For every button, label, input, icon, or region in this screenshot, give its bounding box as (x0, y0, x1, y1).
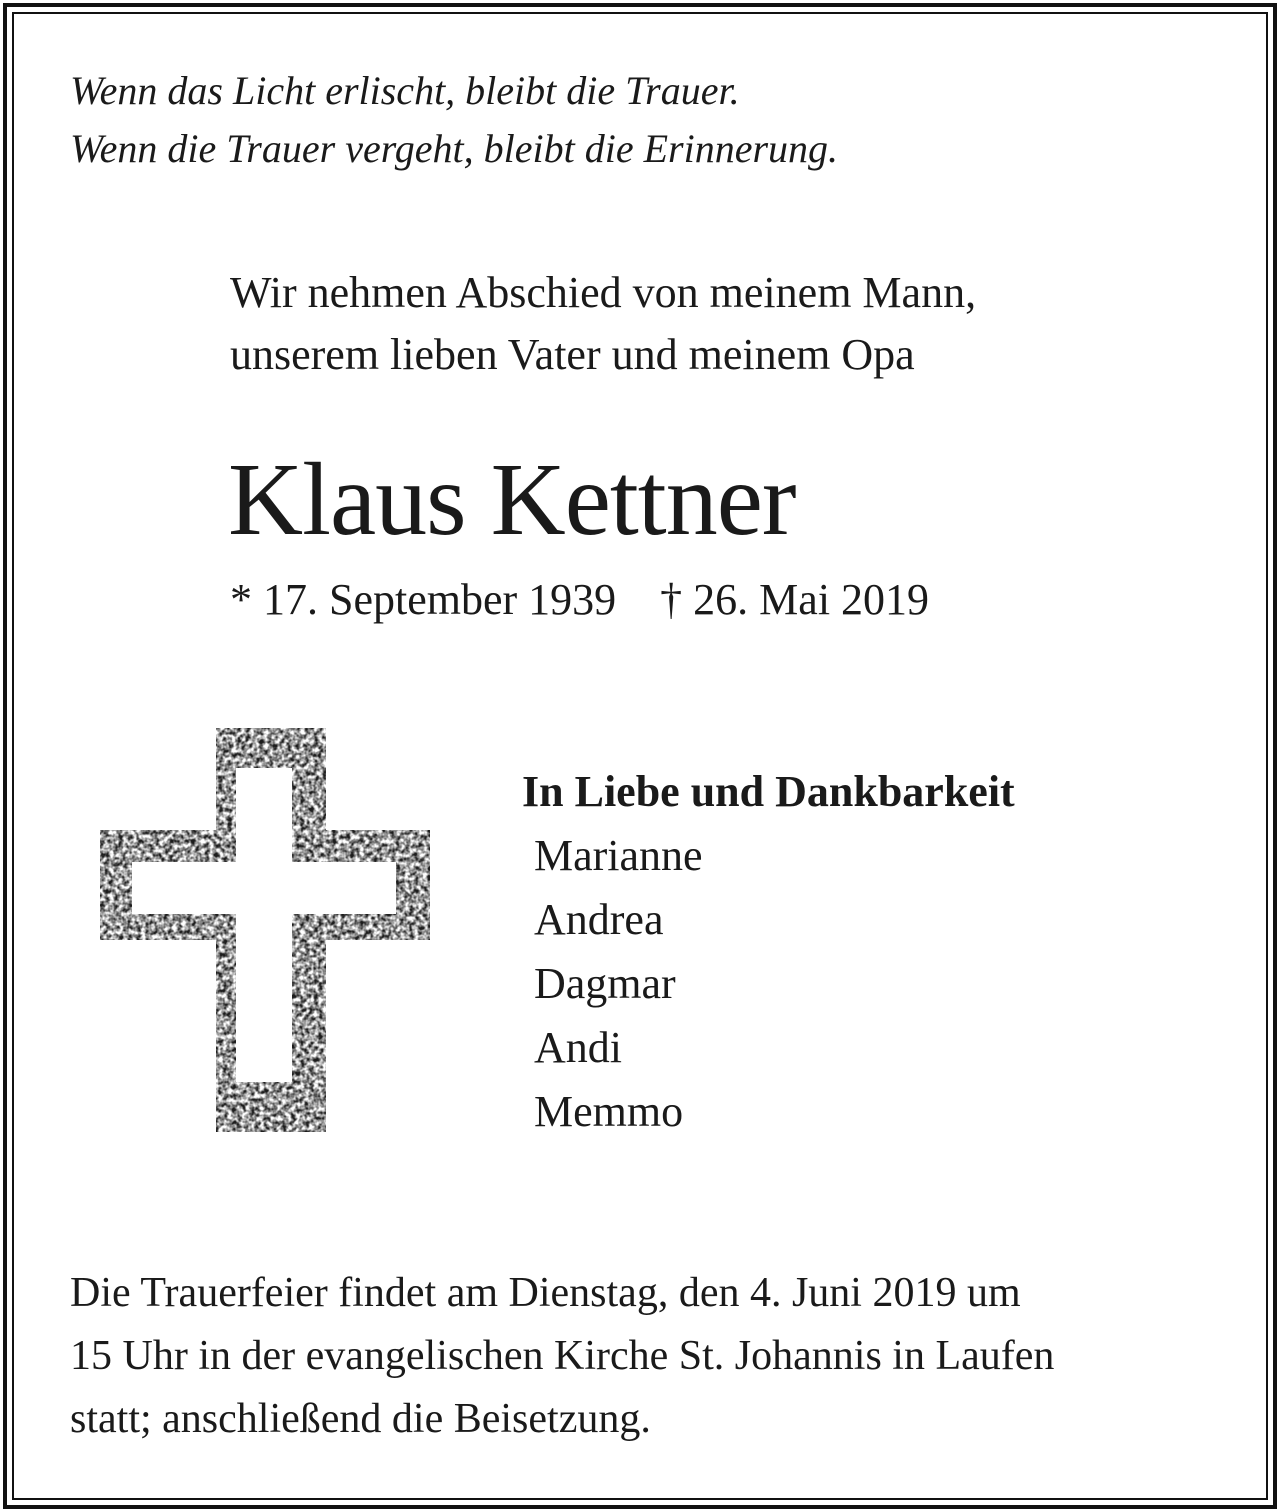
intro-line-2: unserem lieben Vater und meinem Opa (230, 330, 915, 379)
mourner-name: Andi (534, 1023, 622, 1072)
life-dates (230, 572, 929, 628)
mourner-name: Marianne (534, 831, 703, 880)
motto-line-1: Wenn das Licht erlischt, bleibt die Trauer. (70, 68, 740, 113)
cross-icon (96, 726, 432, 1134)
mourner-name: Dagmar (534, 959, 676, 1008)
ceremony-line-2: 15 Uhr in der evangelischen Kirche St. Johannis in Laufen (70, 1333, 1055, 1379)
motto-quote (70, 62, 838, 178)
mourners-block (522, 760, 1015, 1144)
ceremony-line-3: statt; anschließend die Beisetzung. (70, 1396, 651, 1442)
mourners-heading: In Liebe und Dankbarkeit (522, 767, 1015, 816)
mourners-list (534, 824, 1015, 1144)
intro-line-1: Wir nehmen Abschied von meinem Mann, (230, 268, 977, 317)
ceremony-notice (70, 1262, 1054, 1451)
farewell-intro (230, 262, 976, 386)
mourner-name: Memmo (534, 1087, 684, 1136)
motto-line-2: Wenn die Trauer vergeht, bleibt die Erinnerung. (70, 126, 839, 171)
deceased-name: Klaus Kettner (228, 442, 796, 557)
death-date: † 26. Mai 2019 (660, 575, 930, 624)
mourner-name: Andrea (534, 895, 664, 944)
ceremony-line-1: Die Trauerfeier findet am Dienstag, den 4. Juni 2019 um (70, 1270, 1021, 1316)
birth-date: * 17. September 1939 (230, 575, 617, 624)
